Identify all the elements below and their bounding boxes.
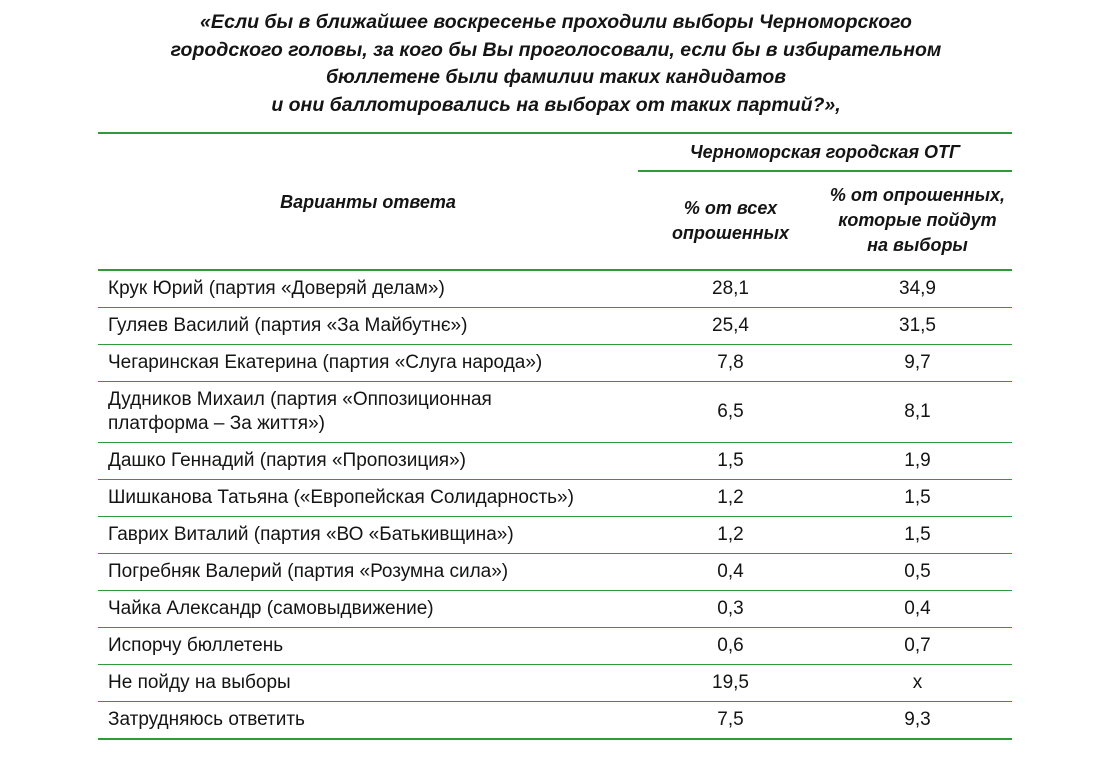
header-region-group: Черноморская городская ОТГ bbox=[638, 133, 1012, 171]
candidate-name: Гаврих Виталий (партия «ВО «Батькивщина») bbox=[98, 517, 638, 554]
candidate-name: Шишканова Татьяна («Европейская Солидарность») bbox=[98, 480, 638, 517]
title-line: городского головы, за кого бы Вы проголосовали, если бы в избирательном bbox=[170, 38, 942, 61]
header-answer-options: Варианты ответа bbox=[98, 133, 638, 270]
table-row bbox=[98, 345, 1012, 382]
percent-all-value: 1,2 bbox=[638, 517, 823, 554]
table-row bbox=[98, 480, 1012, 517]
candidate-name: Чайка Александр (самовыдвижение) bbox=[98, 591, 638, 628]
candidate-name: Дашко Геннадий (партия «Пропозиция») bbox=[98, 443, 638, 480]
table-row bbox=[98, 517, 1012, 554]
table-row bbox=[98, 382, 1012, 443]
poll-results-table bbox=[98, 132, 1012, 740]
percent-voters-value: 0,4 bbox=[823, 591, 1012, 628]
table-row bbox=[98, 443, 1012, 480]
percent-voters-value: 0,7 bbox=[823, 628, 1012, 665]
percent-all-value: 19,5 bbox=[638, 665, 823, 702]
percent-all-value: 25,4 bbox=[638, 308, 823, 345]
percent-voters-value: х bbox=[823, 665, 1012, 702]
percent-all-value: 0,6 bbox=[638, 628, 823, 665]
title-line: бюллетене были фамилии таких кандидатов bbox=[325, 66, 787, 88]
percent-all-value: 28,1 bbox=[638, 270, 823, 308]
percent-all-value: 1,5 bbox=[638, 443, 823, 480]
title-line: «Если бы в ближайшее воскресенье проходили выборы Черноморского bbox=[200, 11, 912, 33]
percent-voters-value: 1,9 bbox=[823, 443, 1012, 480]
table-row bbox=[98, 665, 1012, 702]
percent-all-value: 0,3 bbox=[638, 591, 823, 628]
table-row bbox=[98, 702, 1012, 740]
percent-all-value: 6,5 bbox=[638, 382, 823, 443]
candidate-name: Затрудняюсь ответить bbox=[98, 702, 638, 740]
table-row bbox=[98, 270, 1012, 308]
candidate-name: Крук Юрий (партия «Доверяй делам») bbox=[98, 270, 638, 308]
candidate-name: Гуляев Василий (партия «За Майбутнє») bbox=[98, 308, 638, 345]
percent-all-value: 0,4 bbox=[638, 554, 823, 591]
percent-voters-value: 9,7 bbox=[823, 345, 1012, 382]
table-row bbox=[98, 554, 1012, 591]
percent-all-value: 7,8 bbox=[638, 345, 823, 382]
percent-voters-value: 31,5 bbox=[823, 308, 1012, 345]
percent-voters-value: 34,9 bbox=[823, 270, 1012, 308]
candidate-name: Чегаринская Екатерина (партия «Слуга народа») bbox=[98, 345, 638, 382]
percent-voters-value: 1,5 bbox=[823, 480, 1012, 517]
header-percent-voters: % от опрошенных, которые пойдут на выборы bbox=[823, 171, 1012, 270]
candidate-name: Испорчу бюллетень bbox=[98, 628, 638, 665]
candidate-name: Погребняк Валерий (партия «Розумна сила») bbox=[98, 554, 638, 591]
survey-question-title bbox=[100, 9, 1012, 119]
candidate-name: Дудников Михаил (партия «Оппозиционная платформа – За життя») bbox=[98, 382, 638, 443]
candidate-name: Не пойду на выборы bbox=[98, 665, 638, 702]
table-row bbox=[98, 628, 1012, 665]
percent-voters-value: 0,5 bbox=[823, 554, 1012, 591]
percent-voters-value: 8,1 bbox=[823, 382, 1012, 443]
title-line: и они баллотировались на выборах от таких партий?», bbox=[271, 93, 841, 116]
header-percent-all: % от всех опрошенных bbox=[638, 171, 823, 270]
table-row bbox=[98, 591, 1012, 628]
table-row bbox=[98, 308, 1012, 345]
percent-all-value: 1,2 bbox=[638, 480, 823, 517]
percent-voters-value: 1,5 bbox=[823, 517, 1012, 554]
percent-voters-value: 9,3 bbox=[823, 702, 1012, 740]
percent-all-value: 7,5 bbox=[638, 702, 823, 740]
